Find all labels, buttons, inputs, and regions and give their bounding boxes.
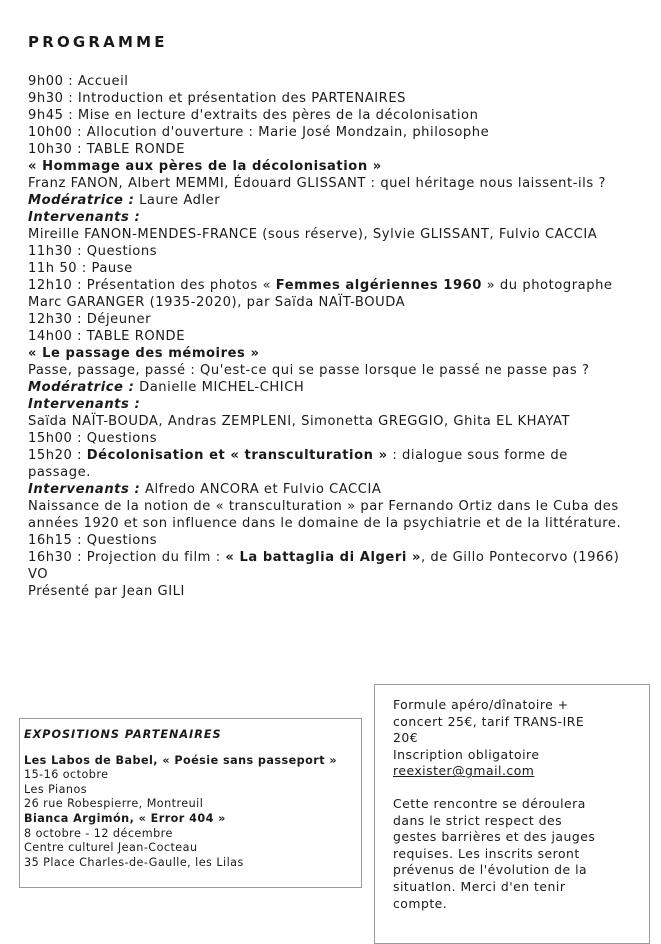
schedule-item: 11h 50 : Pause	[28, 261, 133, 276]
moderator-line	[28, 379, 628, 396]
registration-note: Inscription obligatoire	[393, 746, 540, 762]
item-text: 15h20 :	[28, 448, 87, 463]
pricing-text: Formule apéro/dînatoire +	[393, 697, 569, 712]
item-text: , de Gillo Pontecorvo (1966) VO	[28, 550, 620, 582]
notice-text: Cette rencontre se déroulera	[393, 795, 586, 811]
exhibition-venue: Les Pianos	[24, 782, 88, 796]
moderator-label: Modératrice :	[28, 380, 135, 395]
exhibition-dates: 15-16 octobre	[24, 768, 109, 782]
exhibition-title: Les Labos de Babel, « Poésie sans passeport »	[24, 753, 338, 767]
page-title: PROGRAMME	[28, 33, 168, 51]
session-description: Franz FANON, Albert MEMMI, Édouard GLISSANT : quel héritage nous laissent-ils ?	[28, 176, 606, 191]
schedule-item	[28, 549, 628, 583]
schedule-item: Présenté par Jean GILI	[28, 584, 185, 599]
schedule-item: 9h00 : Accueil	[28, 74, 129, 89]
film-title: « La battaglia di Algeri »	[225, 550, 421, 565]
pricing-text: concert 25€, tarif TRANS-IRE	[393, 713, 585, 729]
notice-text: gestes barrières et des jauges	[393, 829, 596, 845]
schedule-item: 11h30 : Questions	[28, 244, 158, 259]
speakers-list: Saïda NAÏT-BOUDA, Andras ZEMPLENI, Simonetta GREGGIO, Ghita EL KHAYAT	[28, 414, 571, 429]
schedule-item	[28, 277, 628, 311]
schedule-item: 14h00 : TABLE RONDE	[28, 329, 186, 344]
item-text: » du photographe Marc GARANGER (1935-2020), par Saïda NAÏT-BOUDA	[28, 278, 613, 310]
speakers-label: Intervenants :	[28, 482, 141, 497]
expositions-heading: EXPOSITIONS PARTENAIRES	[24, 728, 222, 741]
session-description: Passe, passage, passé : Qu'est-ce qui se passe lorsque le passé ne passe pas ?	[28, 363, 590, 378]
exhibition-address: 35 Place Charles-de-Gaulle, les Lilas	[24, 855, 244, 869]
notice-text: dans le strict respect des	[393, 812, 563, 828]
moderator-label: Modératrice :	[28, 193, 135, 208]
expositions-box	[19, 718, 362, 888]
exhibition-venue: Centre culturel Jean-Cocteau	[24, 841, 198, 855]
speakers-list: Mireille FANON-MENDES-FRANCE (sous réserve), Sylvie GLISSANT, Fulvio CACCIA	[28, 227, 598, 242]
dialogue-title: Décolonisation et « transculturation »	[86, 448, 388, 463]
speakers-label: Intervenants :	[28, 397, 141, 412]
schedule-item: 10h30 : TABLE RONDE	[28, 142, 186, 157]
schedule-item: 12h30 : Déjeuner	[28, 312, 152, 327]
schedule-item: 9h45 : Mise en lecture d'extraits des pères de la décolonisation	[28, 108, 479, 123]
schedule-item: 10h00 : Allocution d'ouverture : Marie José Mondzain, philosophe	[28, 125, 490, 140]
exhibition-dates: 8 octobre - 12 décembre	[24, 826, 173, 840]
notice-text: situatIon. Merci d'en tenir	[393, 878, 566, 894]
schedule-item: 16h15 : Questions	[28, 533, 158, 548]
notice-text: requises. Les inscrits seront	[393, 845, 580, 861]
notice-text: compte.	[393, 895, 448, 911]
email-link[interactable]: reexister@gmail.com	[393, 763, 535, 779]
pricing-text: 20€	[393, 730, 419, 746]
moderator-name: Danielle MICHEL-CHICH	[134, 380, 305, 395]
programme-schedule	[28, 73, 628, 600]
session-description: Naissance de la notion de « transculturation » par Fernando Ortiz dans le Cuba des années 1920 et son influence dans le domaine de la psychiatrie et de la littérature.	[28, 499, 622, 531]
item-text: 16h30 : Projection du film :	[28, 550, 226, 565]
item-text: 12h10 : Présentation des photos «	[28, 278, 276, 293]
speakers-line	[28, 481, 628, 498]
exhibition-title: Bianca Argimón, « Error 404 »	[24, 811, 226, 825]
item-text: : dialogue sous forme de passage.	[28, 448, 568, 480]
schedule-item	[28, 447, 628, 481]
moderator-line	[28, 192, 628, 209]
photo-series-title: Femmes algériennes 1960	[275, 278, 482, 293]
speakers-list: Alfredo ANCORA et Fulvio CACCIA	[140, 482, 382, 497]
session-title: « Hommage aux pères de la décolonisation »	[28, 159, 382, 174]
schedule-item: 9h30 : Introduction et présentation des PARTENAIRES	[28, 91, 406, 106]
schedule-item: 15h00 : Questions	[28, 431, 158, 446]
moderator-name: Laure Adler	[134, 193, 221, 208]
session-title: « Le passage des mémoires »	[28, 346, 260, 361]
registration-box	[374, 684, 650, 944]
speakers-label: Intervenants :	[28, 210, 141, 225]
exhibition-address: 26 rue Robespierre, Montreuil	[24, 797, 204, 811]
notice-text: prévenus de l'évolution de la	[393, 862, 588, 878]
